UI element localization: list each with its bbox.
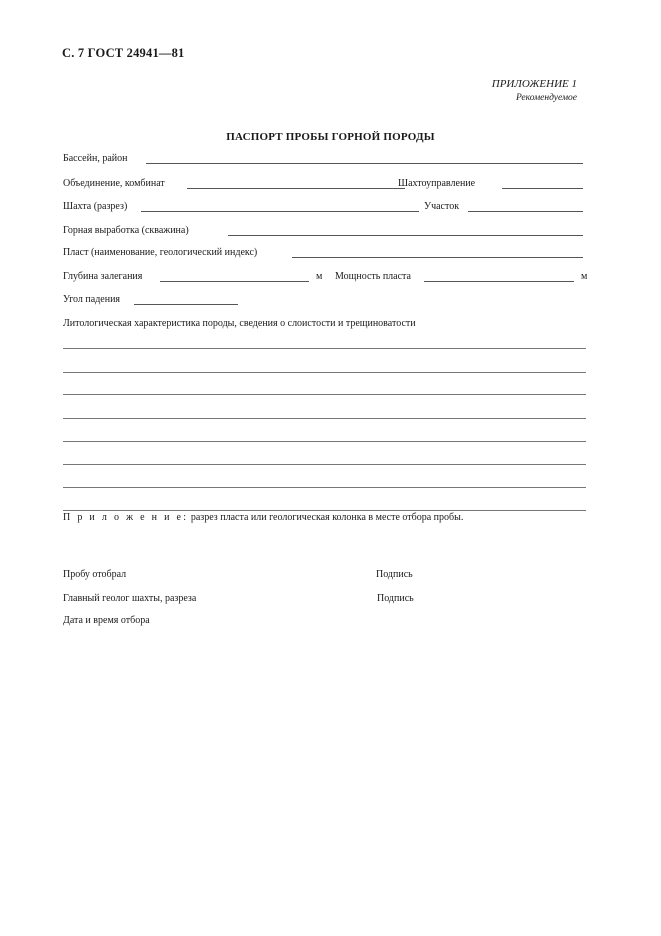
section-input-line[interactable] (468, 211, 583, 212)
lithology-label: Литологическая характеристика породы, сведения о слоистости и трещиноватости (63, 318, 416, 329)
dip-angle-label: Угол падения (63, 294, 121, 305)
seam-label: Пласт (наименование, геологический индекс) (63, 247, 258, 258)
mine-management-input-line[interactable] (502, 188, 583, 189)
thickness-unit: м (581, 271, 588, 282)
mine-management-label: Шахтоуправление (398, 178, 476, 189)
field-basin (63, 152, 585, 166)
blank-line[interactable] (63, 372, 586, 373)
document-title: ПАСПОРТ ПРОБЫ ГОРНОЙ ПОРОДЫ (226, 131, 435, 143)
basin-label: Бассейн, район (63, 153, 128, 164)
mine-label: Шахта (разрез) (63, 201, 128, 212)
mine-input-line[interactable] (141, 211, 419, 212)
appendix-note (63, 512, 463, 523)
blank-line[interactable] (63, 441, 586, 442)
field-association (63, 177, 585, 191)
thickness-input-line[interactable] (424, 281, 574, 282)
sampled-by-label: Пробу отобрал (63, 569, 127, 580)
field-working (63, 224, 585, 238)
depth-label: Глубина залегания (63, 271, 143, 282)
dip-angle-input-line[interactable] (134, 304, 238, 305)
depth-unit: м (316, 271, 323, 282)
association-label: Объединение, комбинат (63, 178, 165, 189)
signature-label-2: Подпись (377, 593, 414, 604)
appendix-label (492, 77, 577, 105)
date-time-label: Дата и время отбора (63, 615, 150, 626)
thickness-label: Мощность пласта (335, 271, 411, 282)
note-text: разрез пласта или геологическая колонка в месте отбора пробы. (188, 512, 464, 523)
field-lithology (63, 317, 585, 331)
field-dip-angle (63, 293, 585, 307)
blank-line[interactable] (63, 394, 586, 395)
blank-line[interactable] (63, 487, 586, 488)
page-header: С. 7 ГОСТ 24941—81 (62, 46, 185, 60)
depth-input-line[interactable] (160, 281, 309, 282)
field-depth (63, 270, 589, 284)
appendix-title: ПРИЛОЖЕНИЕ 1 (491, 78, 577, 90)
blank-line[interactable] (63, 464, 586, 465)
blank-line[interactable] (63, 348, 586, 349)
association-input-line[interactable] (187, 188, 405, 189)
field-mine (63, 200, 585, 214)
blank-line[interactable] (63, 510, 586, 511)
signature-label-1: Подпись (376, 569, 413, 580)
working-input-line[interactable] (228, 235, 583, 236)
section-label: Участок (424, 201, 460, 212)
chief-geologist-label: Главный геолог шахты, разреза (63, 593, 197, 604)
working-label: Горная выработка (скважина) (63, 225, 189, 236)
note-label: П р и л о ж е н и е: (63, 512, 189, 523)
field-seam (63, 246, 585, 260)
blank-line[interactable] (63, 418, 586, 419)
appendix-subtitle: Рекомендуемое (515, 93, 577, 103)
seam-input-line[interactable] (292, 257, 583, 258)
basin-input-line[interactable] (146, 163, 583, 164)
